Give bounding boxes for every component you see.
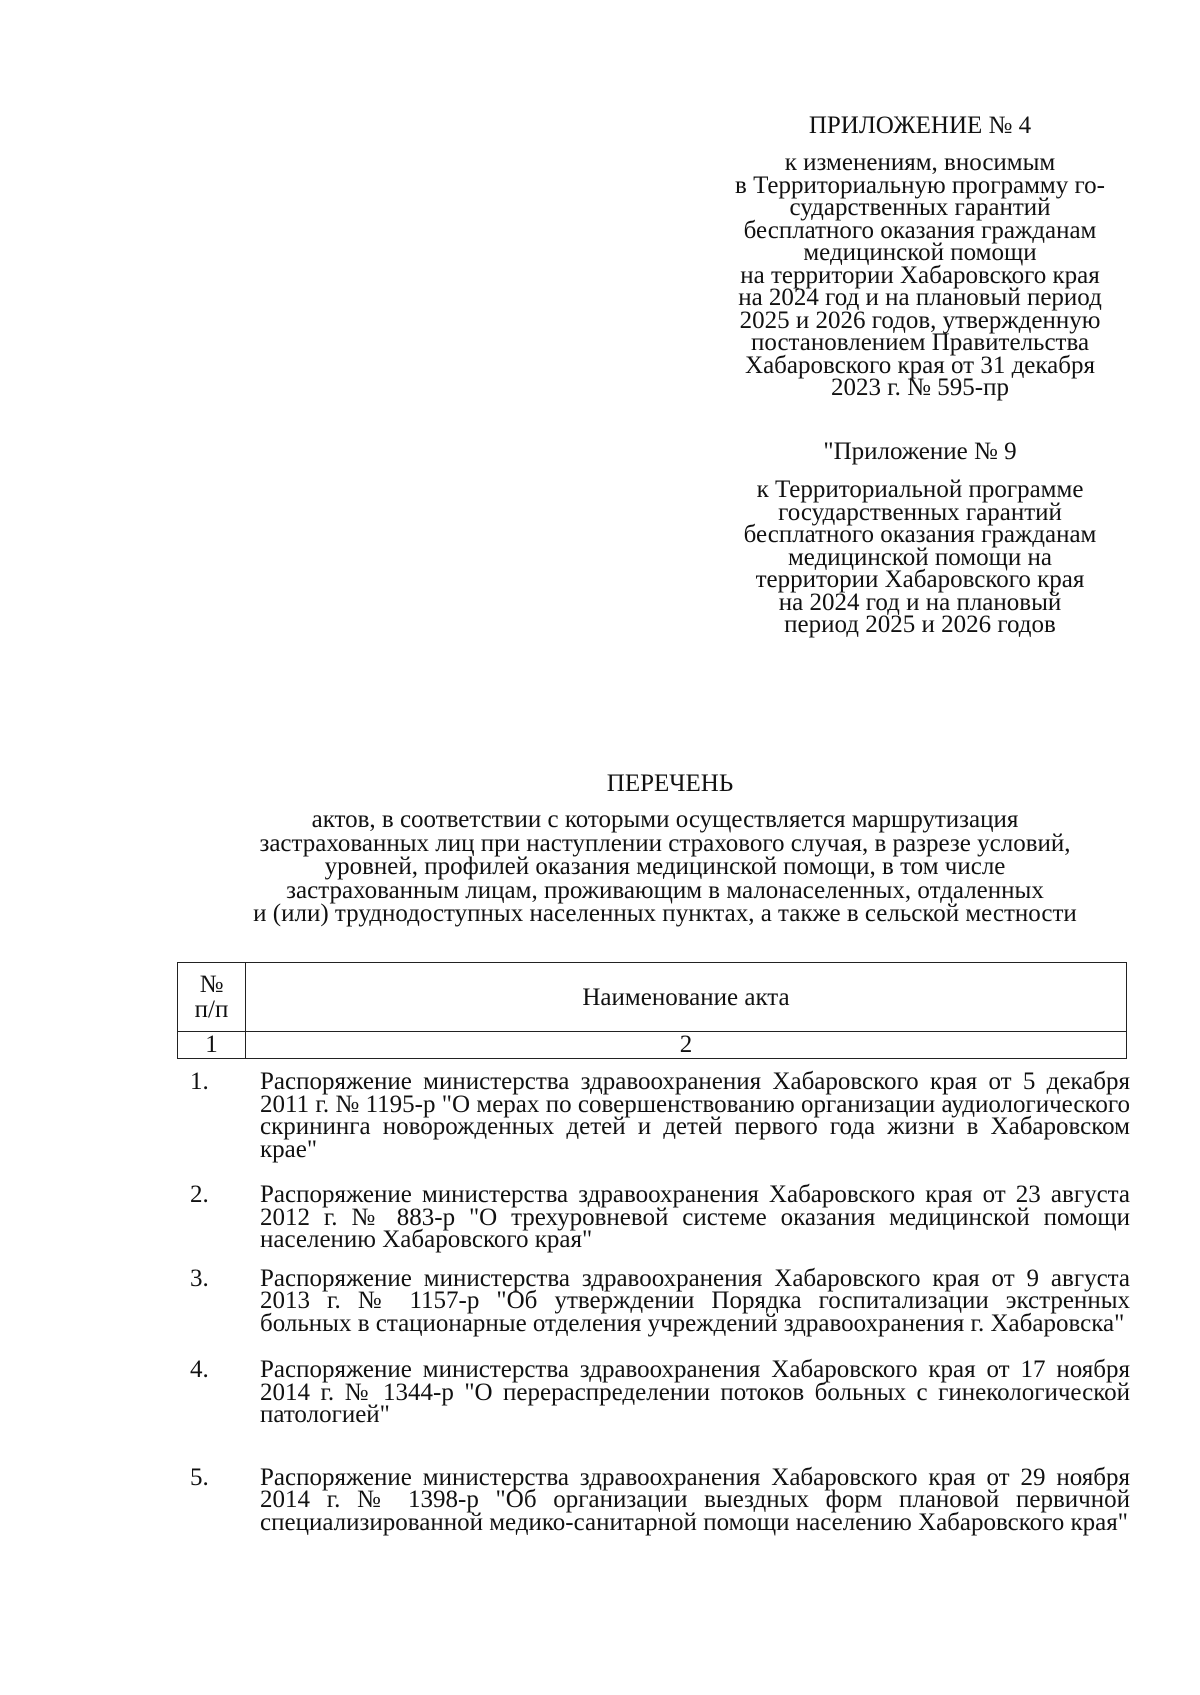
list-item (190, 1264, 1130, 1337)
appendix-line: сударственных гарантий (789, 194, 1051, 221)
appendix-line: на территории Хабаровского края (740, 261, 1100, 289)
list-item (190, 1181, 1130, 1253)
original-appendix-title: "Приложение № 9 (823, 438, 1017, 465)
acts-list (190, 1068, 1130, 1536)
original-appendix-line: период 2025 и 2026 годов (784, 611, 1056, 638)
item-text: Распоряжение министерства здравоохранения Хабаровского края от 23 августа 2012 г. № 883-р "О трехуровневой системе оказания медицинской помощи населению Хабаровского края" (260, 1181, 1130, 1253)
appendix-line: в Территориальную программу го- (735, 171, 1105, 199)
subtitle-line: застрахованным лицам, проживающим в малонаселенных, отдаленных (286, 876, 1044, 904)
original-appendix-line: на 2024 год и на плановый (778, 588, 1062, 616)
subtitle-line: и (или) труднодоступных населенных пунктах, а также в сельской местности (253, 900, 1077, 927)
appendix-line: медицинской помощи (803, 239, 1037, 266)
appendix-reference (690, 149, 1150, 401)
header-name-cell: Наименование акта (246, 963, 1127, 1032)
subtitle-line: актов, в соответствии с которыми осуществляется маршрутизация (311, 806, 1019, 833)
original-appendix-reference (690, 476, 1150, 638)
list-title: ПЕРЕЧЕНЬ (606, 770, 734, 797)
appendix-line: к изменениям, вносимым (784, 149, 1056, 176)
original-appendix-line: медицинской помощи на (787, 543, 1052, 571)
subtitle-line: уровней, профилей оказания медицинской помощи, в том числе (324, 853, 1006, 880)
appendix-line: Хабаровского края от 31 декабря (745, 351, 1095, 379)
item-number: 1. (190, 1068, 209, 1095)
item-number: 4. (190, 1356, 209, 1383)
item-text: Распоряжение министерства здравоохранения Хабаровского края от 29 ноября 2014 г. № 1398-р "Об организации выездных форм плановой первичной специализированной медико-санитарной помощи населению Хабаровского края" (260, 1463, 1130, 1536)
item-number: 3. (190, 1264, 209, 1292)
original-appendix-line: государственных гарантий (778, 498, 1062, 526)
list-item (190, 1068, 1130, 1163)
column-index-2: 2 (246, 1032, 1127, 1059)
header-num-abbrev: п/п (194, 996, 229, 1023)
subtitle-line: застрахованных лиц при наступлении страхового случая, в разрезе условий, (259, 829, 1071, 857)
item-number: 2. (190, 1181, 209, 1208)
appendix-line: постановлением Правительства (750, 329, 1090, 356)
acts-table-header (177, 962, 1127, 1059)
item-number: 5. (190, 1463, 209, 1491)
list-subtitle (160, 808, 1170, 926)
column-index-1: 1 (178, 1032, 246, 1059)
item-text: Распоряжение министерства здравоохранения Хабаровского края от 5 декабря 2011 г. № 1195-р "О мерах по совершенствованию организации аудиологического скрининга новорожденных детей и детей первого года жизни в Хабаровском крае" (260, 1068, 1130, 1163)
appendix-title: ПРИЛОЖЕНИЕ № 4 (808, 112, 1032, 139)
appendix-line: 2023 г. № 595-пр (831, 374, 1009, 401)
list-item (190, 1356, 1130, 1428)
list-item (190, 1463, 1130, 1536)
appendix-line: на 2024 год и на плановый период (738, 284, 1102, 311)
original-appendix-line: территории Хабаровского края (755, 566, 1085, 593)
original-appendix-line: бесплатного оказания гражданам (743, 521, 1097, 548)
original-appendix-line: к Территориальной программе (756, 476, 1084, 503)
header-num-cell (178, 963, 246, 1032)
header-num-sign: № (199, 971, 224, 998)
appendix-line: 2025 и 2026 годов, утвержденную (739, 306, 1101, 334)
item-text: Распоряжение министерства здравоохранения Хабаровского края от 9 августа 2013 г. № 1157-р "Об утверждении Порядка госпитализации экстренных больных в стационарные отделения учреждений здравоохранения г. Хабаровска" (260, 1264, 1130, 1337)
item-text: Распоряжение министерства здравоохранения Хабаровского края от 17 ноября 2014 г. № 1344-р "О перераспределении потоков больных с гинекологической патологией" (260, 1356, 1130, 1428)
appendix-line: бесплатного оказания гражданам (743, 216, 1097, 244)
